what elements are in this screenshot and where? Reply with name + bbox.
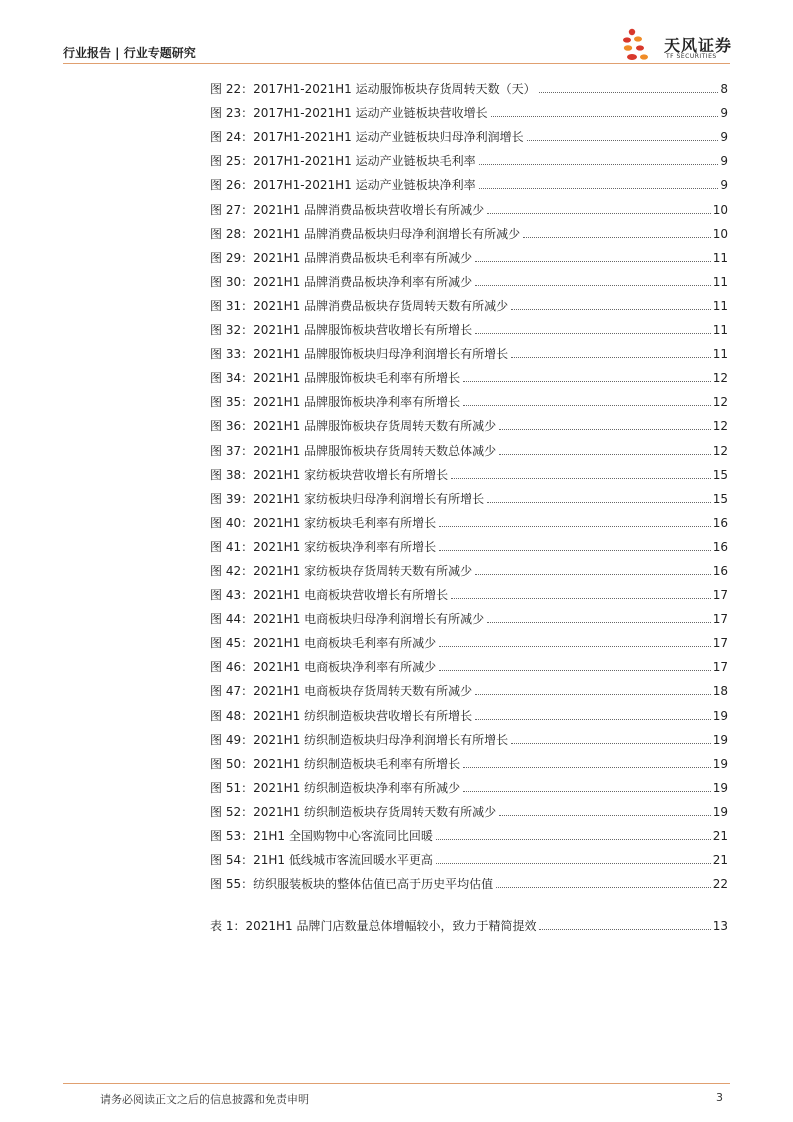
figure-entry-label: 图 34：2021H1 品牌服饰板块毛利率有所增长 [210, 371, 461, 386]
figure-entry-label: 图 22：2017H1-2021H1 运动服饰板块存货周转天数（天） [210, 82, 536, 97]
dot-leader [491, 115, 719, 117]
figure-entry-page: 15 [712, 491, 728, 506]
dot-leader [479, 187, 719, 189]
page-number: 3 [716, 1091, 723, 1104]
dot-leader [475, 718, 711, 720]
figure-entry[interactable] [210, 795, 728, 819]
dot-leader [523, 236, 711, 238]
dot-leader [499, 814, 711, 816]
figure-entry-page: 9 [720, 130, 728, 145]
footer-disclaimer: 请务必阅读正文之后的信息披露和免责申明 [100, 1093, 309, 1106]
figure-entry[interactable] [210, 674, 728, 698]
figure-entry[interactable] [210, 289, 728, 313]
figure-entry-page: 10 [712, 202, 728, 217]
brand-name-en: TF SECURITIES [666, 53, 717, 60]
figure-index [210, 72, 728, 891]
dot-leader [463, 404, 711, 406]
figure-entry-page: 11 [712, 347, 728, 362]
dot-leader [436, 862, 711, 864]
dot-leader [496, 886, 711, 888]
dot-leader [439, 669, 711, 671]
figure-entry-label: 图 31：2021H1 品牌消费品板块存货周转天数有所减少 [210, 298, 509, 313]
figure-entry-page: 9 [720, 178, 728, 193]
figure-entry-page: 8 [720, 82, 728, 97]
figure-entry[interactable] [210, 361, 728, 385]
table-entry[interactable] [210, 909, 728, 933]
figure-entry-page: 19 [712, 708, 728, 723]
figure-entry-label: 图 50：2021H1 纺织制造板块毛利率有所增长 [210, 756, 461, 771]
figure-entry-label: 图 49：2021H1 纺织制造板块归母净利润增长有所增长 [210, 732, 509, 747]
figure-entry[interactable] [210, 843, 728, 867]
dot-leader [451, 477, 711, 479]
figure-entry[interactable] [210, 120, 728, 144]
table-index [210, 909, 728, 933]
figure-entry[interactable] [210, 626, 728, 650]
dot-leader [475, 284, 711, 286]
figure-entry-label: 图 54：21H1 低线城市客流回暖水平更高 [210, 853, 433, 868]
dot-leader [479, 163, 719, 165]
figure-entry[interactable] [210, 530, 728, 554]
figure-entry[interactable] [210, 168, 728, 192]
figure-entry-page: 21 [712, 853, 728, 868]
figure-entry-label: 图 53：21H1 全国购物中心客流同比回暖 [210, 829, 433, 843]
dot-leader [463, 790, 711, 792]
figure-entry[interactable] [210, 192, 728, 216]
figure-entry-label: 图 41：2021H1 家纺板块净利率有所增长 [210, 539, 437, 554]
figure-entry-label: 图 29：2021H1 品牌消费品板块毛利率有所减少 [210, 250, 473, 265]
figure-entry[interactable] [210, 217, 728, 241]
figure-entry-page: 11 [712, 250, 728, 265]
figure-entry-label: 图 33：2021H1 品牌服饰板块归母净利润增长有所增长 [210, 347, 509, 362]
figure-entry-label: 图 52：2021H1 纺织制造板块存货周转天数有所减少 [210, 804, 497, 819]
figure-entry-label: 图 42：2021H1 家纺板块存货周转天数有所减少 [210, 563, 473, 578]
footer-divider [63, 1083, 730, 1084]
figure-entry-page: 22 [712, 877, 728, 892]
figure-entry[interactable] [210, 723, 728, 747]
figure-entry-label: 图 23：2017H1-2021H1 运动产业链板块营收增长 [210, 106, 488, 121]
figure-entry-page: 16 [712, 563, 728, 578]
figure-entry[interactable] [210, 313, 728, 337]
figure-entry-label: 图 48：2021H1 纺织制造板块营收增长有所增长 [210, 708, 473, 723]
dot-leader [487, 621, 711, 623]
figure-entry[interactable] [210, 602, 728, 626]
figure-entry[interactable] [210, 554, 728, 578]
figure-entry[interactable] [210, 409, 728, 433]
figure-entry-page: 9 [720, 154, 728, 169]
dot-leader [539, 91, 719, 93]
dot-leader [475, 260, 711, 262]
figure-entry-label: 图 30：2021H1 品牌消费品板块净利率有所减少 [210, 274, 473, 289]
figure-entry[interactable] [210, 96, 728, 120]
dot-leader [436, 838, 711, 840]
figure-entry[interactable] [210, 867, 728, 891]
figure-entry-label: 图 47：2021H1 电商板块存货周转天数有所减少 [210, 684, 473, 699]
figure-entry-label: 图 35：2021H1 品牌服饰板块净利率有所增长 [210, 395, 461, 410]
figure-entry-label: 图 25：2017H1-2021H1 运动产业链板块毛利率 [210, 154, 476, 169]
figure-entry-page: 11 [712, 298, 728, 313]
figure-entry-label: 图 27：2021H1 品牌消费品板块营收增长有所减少 [210, 202, 485, 217]
figure-entry-page: 17 [712, 660, 728, 675]
figure-entry-label: 图 44：2021H1 电商板块归母净利润增长有所减少 [210, 612, 485, 627]
figure-entry-page: 21 [712, 829, 728, 843]
dot-leader [439, 525, 711, 527]
brand-name-cn: 天风证券 [664, 36, 733, 55]
figure-entry-page: 11 [712, 323, 728, 338]
header-divider [63, 63, 730, 64]
figure-entry[interactable] [210, 482, 728, 506]
figure-entry[interactable] [210, 819, 728, 843]
dot-leader [499, 453, 711, 455]
figure-entry-page: 19 [712, 804, 728, 819]
figure-entry[interactable] [210, 241, 728, 265]
dot-leader [451, 597, 711, 599]
figure-entry-page: 19 [712, 756, 728, 771]
figure-entry[interactable] [210, 650, 728, 674]
figure-entry[interactable] [210, 337, 728, 361]
figure-entry-label: 图 28：2021H1 品牌消费品板块归母净利润增长有所减少 [210, 226, 521, 241]
figure-entry-page: 17 [712, 612, 728, 627]
dot-leader [475, 573, 711, 575]
figure-entry[interactable] [210, 771, 728, 795]
figure-entry-page: 15 [712, 467, 728, 482]
figure-entry-label: 图 26：2017H1-2021H1 运动产业链板块净利率 [210, 178, 476, 193]
figure-entry[interactable] [210, 458, 728, 482]
figure-entry-label: 图 38：2021H1 家纺板块营收增长有所增长 [210, 467, 449, 482]
dot-leader [463, 380, 711, 382]
figure-entry-label: 图 51：2021H1 纺织制造板块净利率有所减少 [210, 780, 461, 795]
figure-entry-page: 16 [712, 515, 728, 530]
figure-entry-page: 19 [712, 780, 728, 795]
figure-entry[interactable] [210, 433, 728, 457]
figure-entry-page: 12 [712, 443, 728, 458]
figure-entry-page: 17 [712, 588, 728, 603]
figure-entry[interactable] [210, 385, 728, 409]
dot-leader [511, 356, 711, 358]
figure-entry-page: 10 [712, 226, 728, 241]
figure-entry[interactable] [210, 698, 728, 722]
dot-leader [439, 645, 711, 647]
dot-leader [439, 549, 711, 551]
header-title: 行业报告 | 行业专题研究 [63, 46, 196, 60]
figure-entry-label: 图 43：2021H1 电商板块营收增长有所增长 [210, 588, 449, 603]
figure-entry[interactable] [210, 578, 728, 602]
figure-entry-label: 图 46：2021H1 电商板块净利率有所减少 [210, 660, 437, 675]
figure-entry[interactable] [210, 72, 728, 96]
figure-entry-page: 16 [712, 539, 728, 554]
figure-entry-page: 9 [720, 106, 728, 121]
dot-leader [511, 308, 711, 310]
dot-leader [475, 332, 711, 334]
figure-entry[interactable] [210, 265, 728, 289]
dot-leader [463, 766, 711, 768]
dot-leader [511, 742, 711, 744]
figure-entry-label: 图 40：2021H1 家纺板块毛利率有所增长 [210, 515, 437, 530]
figure-entry-page: 17 [712, 636, 728, 651]
figure-entry-page: 11 [712, 274, 728, 289]
figure-entry-label: 图 36：2021H1 品牌服饰板块存货周转天数有所减少 [210, 419, 497, 434]
dot-leader [539, 928, 710, 930]
figure-entry-label: 图 55：纺织服装板块的整体估值已高于历史平均估值 [210, 877, 494, 892]
dot-leader [487, 501, 711, 503]
figure-entry[interactable] [210, 747, 728, 771]
dot-leader [487, 212, 711, 214]
figure-entry-label: 图 24：2017H1-2021H1 运动产业链板块归母净利润增长 [210, 130, 524, 145]
table-entry-label: 表 1：2021H1 品牌门店数量总体增幅较小，致力于精简提效 [210, 919, 537, 934]
table-entry-page: 13 [712, 919, 728, 934]
figure-entry[interactable] [210, 144, 728, 168]
dot-leader [499, 428, 711, 430]
figure-entry-page: 12 [712, 395, 728, 410]
figure-entry-page: 19 [712, 732, 728, 747]
figure-entry[interactable] [210, 506, 728, 530]
dot-leader [527, 139, 719, 141]
figure-entry-page: 12 [712, 419, 728, 434]
figure-entry-label: 图 32：2021H1 品牌服饰板块营收增长有所增长 [210, 323, 473, 338]
figure-entry-page: 18 [712, 684, 728, 699]
figure-entry-label: 图 37：2021H1 品牌服饰板块存货周转天数总体减少 [210, 443, 497, 458]
dot-leader [475, 693, 711, 695]
figure-entry-label: 图 45：2021H1 电商板块毛利率有所减少 [210, 636, 437, 651]
figure-entry-label: 图 39：2021H1 家纺板块归母净利润增长有所增长 [210, 491, 485, 506]
figure-entry-page: 12 [712, 371, 728, 386]
